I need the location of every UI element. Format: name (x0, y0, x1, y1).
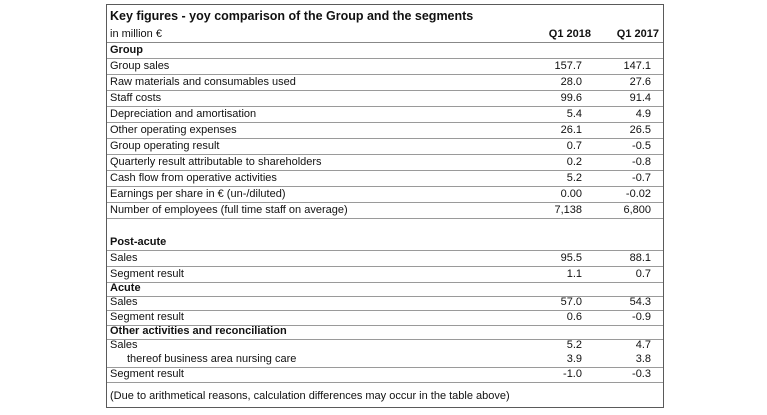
table-row (107, 91, 663, 107)
table-row (107, 295, 663, 311)
section-label: Group (110, 44, 143, 56)
value-q1-2018: 57.0 (560, 296, 582, 308)
value-q1-2017: 91.4 (629, 92, 651, 104)
table-header-row (107, 27, 663, 43)
value-q1-2017: 147.1 (623, 60, 651, 72)
row-label: Other operating expenses (110, 124, 237, 136)
table-row (107, 203, 663, 219)
value-q1-2018: 5.4 (566, 108, 582, 120)
value-q1-2017: 54.3 (629, 296, 651, 308)
value-q1-2018: 3.9 (566, 353, 582, 365)
section-heading-group (107, 43, 663, 59)
row-label: Group operating result (110, 140, 220, 152)
section-label: Acute (110, 282, 141, 294)
value-q1-2018: 0.00 (560, 188, 582, 200)
table-row (107, 187, 663, 203)
value-q1-2018: 157.7 (554, 60, 582, 72)
table-row (107, 367, 663, 383)
value-q1-2018: 26.1 (560, 124, 582, 136)
table-row (107, 123, 663, 139)
table-row (107, 75, 663, 91)
table-row (107, 139, 663, 155)
row-label: Number of employees (full time staff on average) (110, 204, 348, 216)
value-q1-2017: 0.7 (635, 268, 651, 280)
value-q1-2017: -0.7 (632, 172, 651, 184)
table-title: Key figures - yoy comparison of the Group and the segments (110, 9, 474, 23)
column-header-q1-2017: Q1 2017 (616, 28, 659, 40)
column-header-q1-2018: Q1 2018 (548, 28, 591, 40)
row-label: Depreciation and amortisation (110, 108, 257, 120)
value-q1-2017: 26.5 (629, 124, 651, 136)
value-q1-2017: 4.7 (635, 339, 651, 351)
value-q1-2017: 4.9 (635, 108, 651, 120)
key-figures-table (106, 4, 664, 408)
value-q1-2018: 0.6 (566, 311, 582, 323)
value-q1-2018: 99.6 (560, 92, 582, 104)
row-label: Sales (110, 339, 138, 351)
value-q1-2018: 28.0 (560, 76, 582, 88)
value-q1-2018: -1.0 (563, 368, 582, 380)
value-q1-2018: 95.5 (560, 252, 582, 264)
row-label: Sales (110, 296, 138, 308)
section-label: Post-acute (110, 236, 167, 248)
value-q1-2017: -0.5 (632, 140, 651, 152)
value-q1-2018: 5.2 (566, 172, 582, 184)
value-q1-2018: 1.1 (566, 268, 582, 280)
footnote: (Due to arithmetical reasons, calculation differences may occur in the table above) (110, 390, 510, 402)
row-label: Segment result (110, 311, 184, 323)
value-q1-2017: 88.1 (629, 252, 651, 264)
table-row (107, 107, 663, 123)
row-label: Sales (110, 252, 138, 264)
row-label: Segment result (110, 368, 184, 380)
row-label: thereof business area nursing care (127, 353, 297, 365)
value-q1-2017: 3.8 (635, 353, 651, 365)
row-label: Quarterly result attributable to shareholders (110, 156, 322, 168)
value-q1-2017: -0.02 (625, 188, 651, 200)
value-q1-2018: 5.2 (566, 339, 582, 351)
table-row (107, 352, 663, 368)
value-q1-2017: 6,800 (623, 204, 651, 216)
row-label: Segment result (110, 268, 184, 280)
table-row (107, 59, 663, 75)
table-row (107, 171, 663, 187)
value-q1-2017: -0.8 (632, 156, 651, 168)
row-label: Cash flow from operative activities (110, 172, 277, 184)
value-q1-2017: -0.3 (632, 368, 651, 380)
value-q1-2017: 27.6 (629, 76, 651, 88)
row-label: Earnings per share in € (un-/diluted) (110, 188, 286, 200)
row-label: Raw materials and consumables used (110, 76, 296, 88)
value-q1-2017: -0.9 (632, 311, 651, 323)
unit-label: in million € (110, 28, 162, 40)
row-label: Staff costs (110, 92, 162, 104)
value-q1-2018: 0.2 (566, 156, 582, 168)
table-row (107, 155, 663, 171)
section-heading-post-acute (107, 235, 663, 251)
value-q1-2018: 0.7 (566, 140, 582, 152)
value-q1-2018: 7,138 (554, 204, 582, 216)
row-label: Group sales (110, 60, 170, 72)
section-label: Other activities and reconciliation (110, 325, 287, 337)
table-row (107, 251, 663, 267)
